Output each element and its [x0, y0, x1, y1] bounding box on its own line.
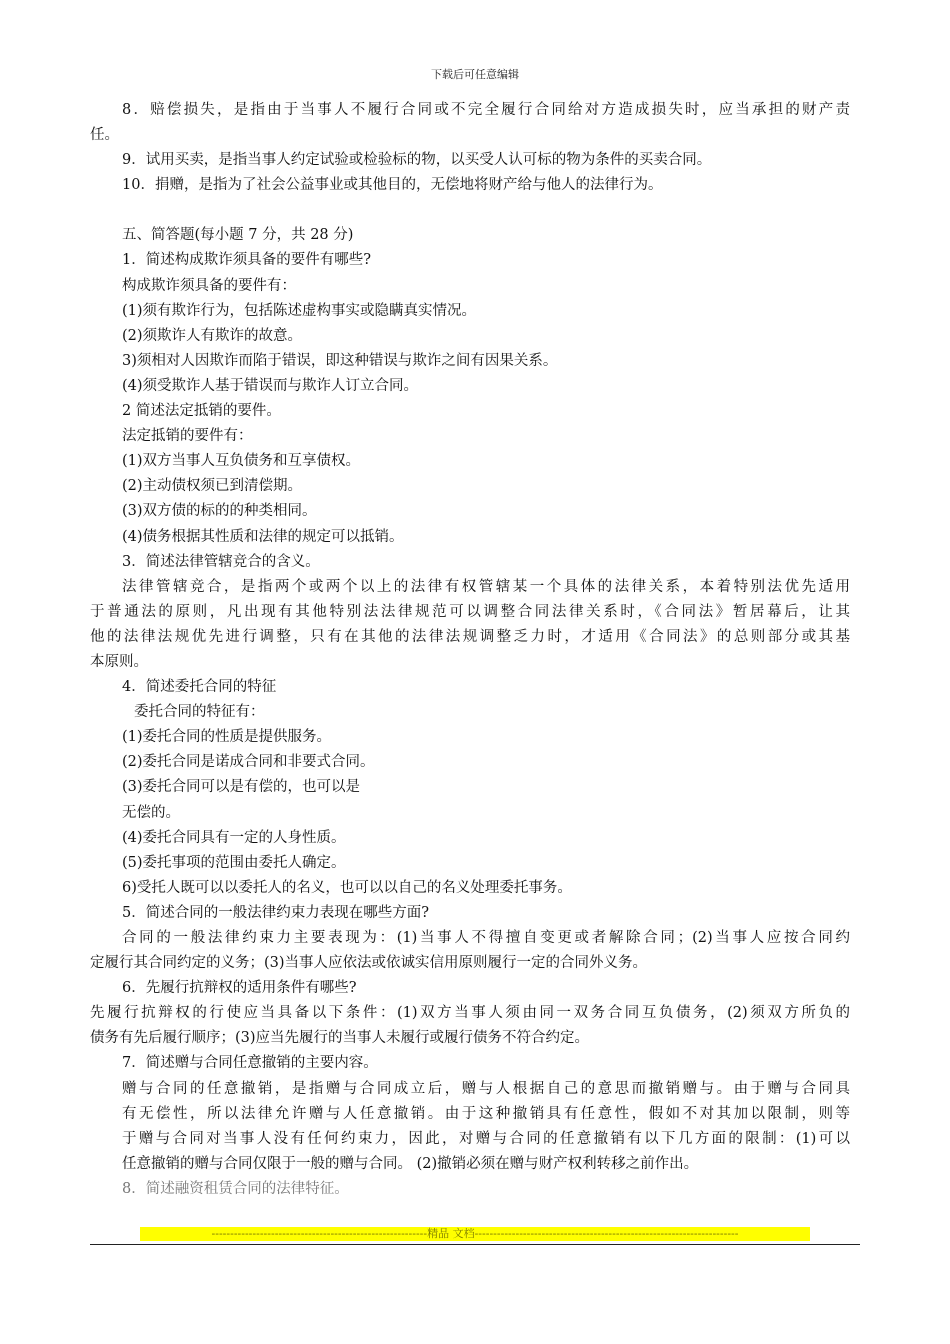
- text-line: 4．简述委托合同的特征: [122, 679, 277, 696]
- text-line: 他的法律法规优先进行调整，只有在其他的法律法规调整乏力时，才适用《合同法》的总则部分或其基: [90, 628, 850, 645]
- text-line: (3)双方债的标的的种类相同。: [122, 503, 317, 520]
- text-line: 定履行其合同约定的义务；(3)当事人应依法或依诚实信用原则履行一定的合同外义务。: [90, 955, 648, 972]
- text-line: (1)委托合同的性质是提供服务。: [122, 729, 332, 746]
- text-line: 5．简述合同的一般法律约束力表现在哪些方面?: [122, 904, 429, 921]
- text-line: (3)委托合同可以是有偿的，也可以是: [122, 779, 361, 796]
- text-line: (1)双方当事人互负债务和互享债权。: [122, 453, 361, 470]
- text-line: 3)须相对人因欺诈而陷于错误，即这种错误与欺诈之间有因果关系。: [122, 352, 558, 369]
- text-line: 于普通法的原则，凡出现有其他特别法法律规范可以调整合同法律关系时，《合同法》暂居幕后，让其: [90, 603, 850, 620]
- text-line: (5)委托事项的范围由委托人确定。: [122, 854, 346, 871]
- text-line: 先履行抗辩权的行使应当具备以下条件：(1)双方当事人须由同一双务合同互负债务，(2)须双方所负的: [90, 1005, 850, 1022]
- text-line: 10．捐赠，是指为了社会公益事业或其他目的，无偿地将财产给与他人的法律行为。: [122, 177, 663, 194]
- text-line: 任。: [90, 127, 119, 144]
- text-line: 法律管辖竞合，是指两个或两个以上的法律有权管辖某一个具体的法律关系，本着特别法优先适用: [122, 578, 850, 595]
- text-line: 1．简述构成欺诈须具备的要件有哪些?: [122, 252, 371, 269]
- text-line: 3．简述法律管辖竞合的含义。: [122, 553, 320, 570]
- text-line: 6．先履行抗辩权的适用条件有哪些?: [122, 980, 357, 997]
- footer-rule: [90, 1244, 860, 1245]
- text-line: 赠与合同的任意撤销，是指赠与合同成立后，赠与人根据自己的意思而撤销赠与。由于赠与合同具: [122, 1080, 850, 1097]
- text-line: 委托合同的特征有：: [134, 704, 265, 721]
- text-line: 本原则。: [90, 653, 148, 670]
- text-line: (2)委托合同是诺成合同和非要式合同。: [122, 754, 375, 771]
- text-line: 无偿的。: [122, 804, 180, 821]
- footer-banner: ----------------------------------------------------------精品 文档-----------------------------------------------------------------------: [140, 1227, 810, 1241]
- text-line: (1)须有欺诈行为，包括陈述虚构事实或隐瞒真实情况。: [122, 302, 477, 319]
- text-line: 合同的一般法律约束力主要表现为：(1)当事人不得擅自变更或者解除合同；(2)当事人应按合同约: [122, 930, 850, 946]
- text-line: (2)主动债权须已到清偿期。: [122, 478, 303, 495]
- text-line: 于赠与合同对当事人没有任何约束力，因此，对赠与合同的任意撤销有以下几方面的限制：(1)可以: [122, 1130, 850, 1147]
- text-line: (4)委托合同具有一定的人身性质。: [122, 829, 346, 846]
- text-line: 有无偿性，所以法律允许赠与人任意撤销。由于这种撤销具有任意性，假如不对其加以限制，则等: [122, 1105, 850, 1122]
- text-line: 五、简答题(每小题 7 分，共 28 分): [122, 227, 354, 244]
- text-line: 任意撤销的赠与合同仅限于一般的赠与合同。 (2)撤销必须在赠与财产权利转移之前作出。: [122, 1155, 699, 1172]
- text-line: (4)债务根据其性质和法律的规定可以抵销。: [122, 528, 404, 545]
- text-line: 债务有先后履行顺序；(3)应当先履行的当事人未履行或履行债务不符合约定。: [90, 1030, 590, 1047]
- blank-line: [90, 198, 850, 223]
- text-line: 7．简述赠与合同任意撤销的主要内容。: [122, 1055, 378, 1072]
- text-line: 8．简述融资租赁合同的法律特征。: [122, 1180, 349, 1197]
- text-line: 8．赔偿损失，是指由于当事人不履行合同或不完全履行合同给对方造成损失时，应当承担的财产责: [122, 102, 850, 118]
- text-line: 2 简述法定抵销的要件。: [122, 403, 281, 420]
- text-line: (2)须欺诈人有欺诈的故意。: [122, 327, 303, 344]
- text-line: 9．试用买卖，是指当事人约定试验或检验标的物，以买受人认可标的物为条件的买卖合同。: [122, 152, 712, 169]
- text-line: 6)受托人既可以以委托人的名义，也可以以自己的名义处理委托事务。: [122, 879, 572, 896]
- page-header: 下载后可任意编辑: [431, 68, 519, 81]
- document-body: [90, 98, 850, 1202]
- text-line: 法定抵销的要件有：: [122, 428, 253, 445]
- text-line: (4)须受欺诈人基于错误而与欺诈人订立合同。: [122, 377, 419, 394]
- text-line: 构成欺诈须具备的要件有：: [122, 277, 296, 294]
